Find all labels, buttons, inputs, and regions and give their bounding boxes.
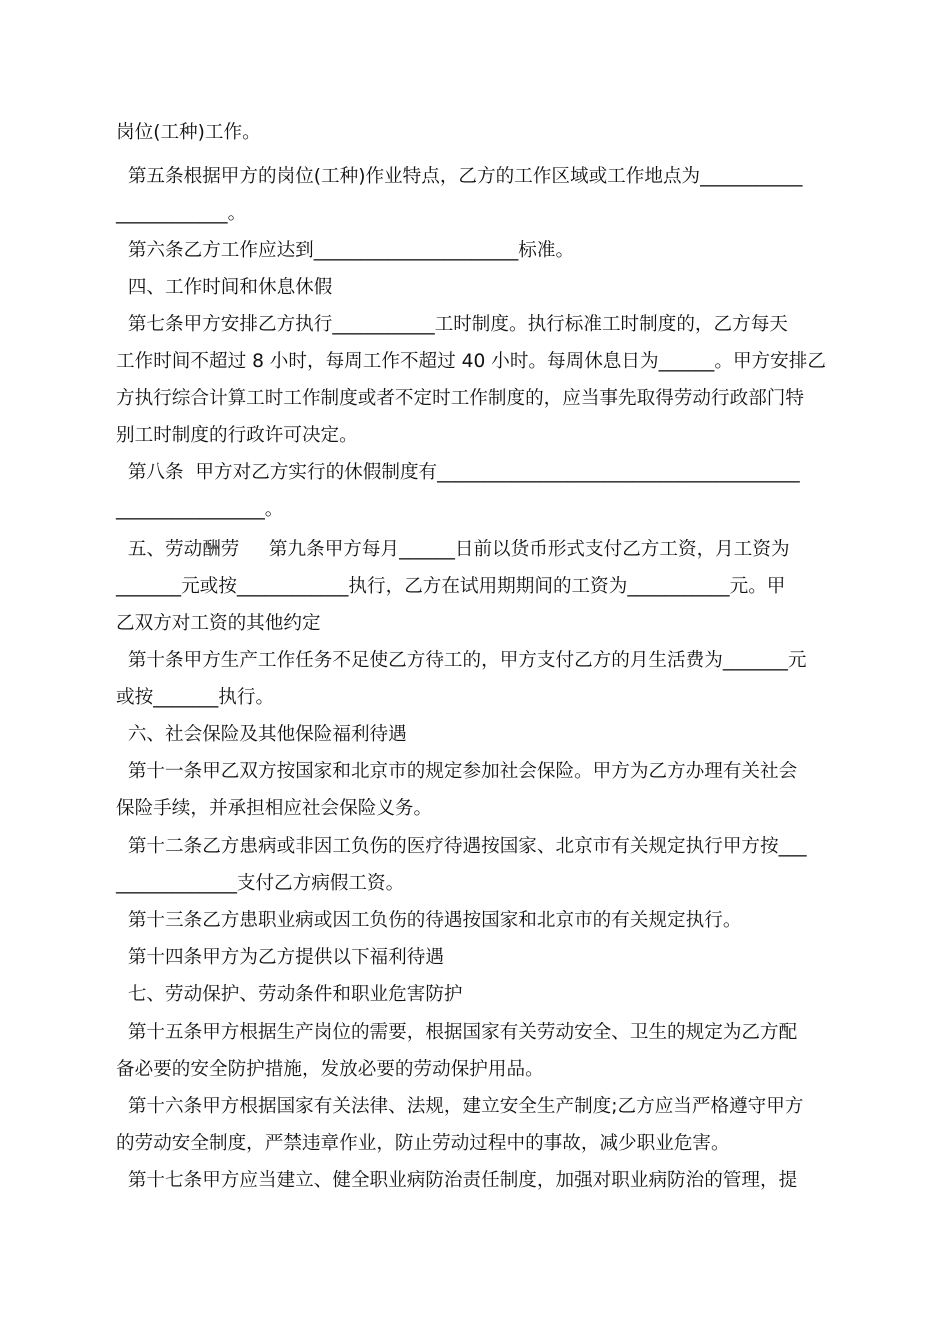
text-line: 别工时制度的行政许可决定。 [116,425,358,446]
text-line: 第十五条甲方根据生产岗位的需要，根据国家有关劳动安全、卫生的规定为乙方配 [116,1022,798,1043]
section-heading: 六、社会保险及其他保险福利待遇 [116,724,407,745]
text-line: 方执行综合计算工时工作制度或者不定时工作制度的，应当事先取得劳动行政部门特 [116,388,804,409]
text-line: 第十七条甲方应当建立、健全职业病防治责任制度，加强对职业病防治的管理，提 [116,1170,798,1191]
text-line: _____________支付乙方病假工资。 [116,873,405,894]
section-heading: 四、工作时间和休息休假 [116,277,333,298]
text-line: 第七条甲方安排乙方执行___________工时制度。执行标准工时制度的，乙方每天 [116,314,788,335]
text-line: 的劳动安全制度，严禁违章作业，防止劳动过程中的事故，减少职业危害。 [116,1133,730,1154]
text-line: ________________。 [116,499,284,520]
text-line: 第十六条甲方根据国家有关法律、法规，建立安全生产制度;乙方应当严格遵守甲方 [116,1096,804,1117]
text-line: 第十二条乙方患病或非因工负伤的医疗待遇按国家、北京市有关规定执行甲方按___ [116,836,807,857]
text-line: 第六条乙方工作应达到______________________标准。 [116,240,575,261]
text-line: 岗位(工种)工作。 [116,122,261,143]
text-line: 第十四条甲方为乙方提供以下福利待遇 [116,947,444,968]
text-line: ____________。 [116,203,247,224]
text-line: 工作时间不超过 8 小时，每周工作不超过 40 小时。每周休息日为______。甲方安排乙 [116,351,826,372]
text-line: 第八条 甲方对乙方实行的休假制度有_______________________________________ [116,462,800,483]
text-line: 五、劳动酬劳 第九条甲方每月______日前以货币形式支付乙方工资，月工资为 [116,539,790,560]
text-line: 第五条根据甲方的岗位(工种)作业特点，乙方的工作区域或工作地点为___________ [116,166,803,187]
text-line: _______元或按____________执行，乙方在试用期期间的工资为___________元。甲 [116,576,786,597]
text-line: 第十条甲方生产工作任务不足使乙方待工的，甲方支付乙方的月生活费为_______元 [116,650,807,671]
text-line: 保险手续，并承担相应社会保险义务。 [116,798,433,819]
text-line: 第十一条甲乙双方按国家和北京市的规定参加社会保险。甲方为乙方办理有关社会 [116,761,798,782]
section-heading: 七、劳动保护、劳动条件和职业危害防护 [116,984,463,1005]
text-line: 或按_______执行。 [116,687,275,708]
text-line: 乙双方对工资的其他约定 [116,613,321,634]
text-line: 第十三条乙方患职业病或因工负伤的待遇按国家和北京市的有关规定执行。 [116,910,742,931]
text-line: 备必要的安全防护措施，发放必要的劳动保护用品。 [116,1059,544,1080]
